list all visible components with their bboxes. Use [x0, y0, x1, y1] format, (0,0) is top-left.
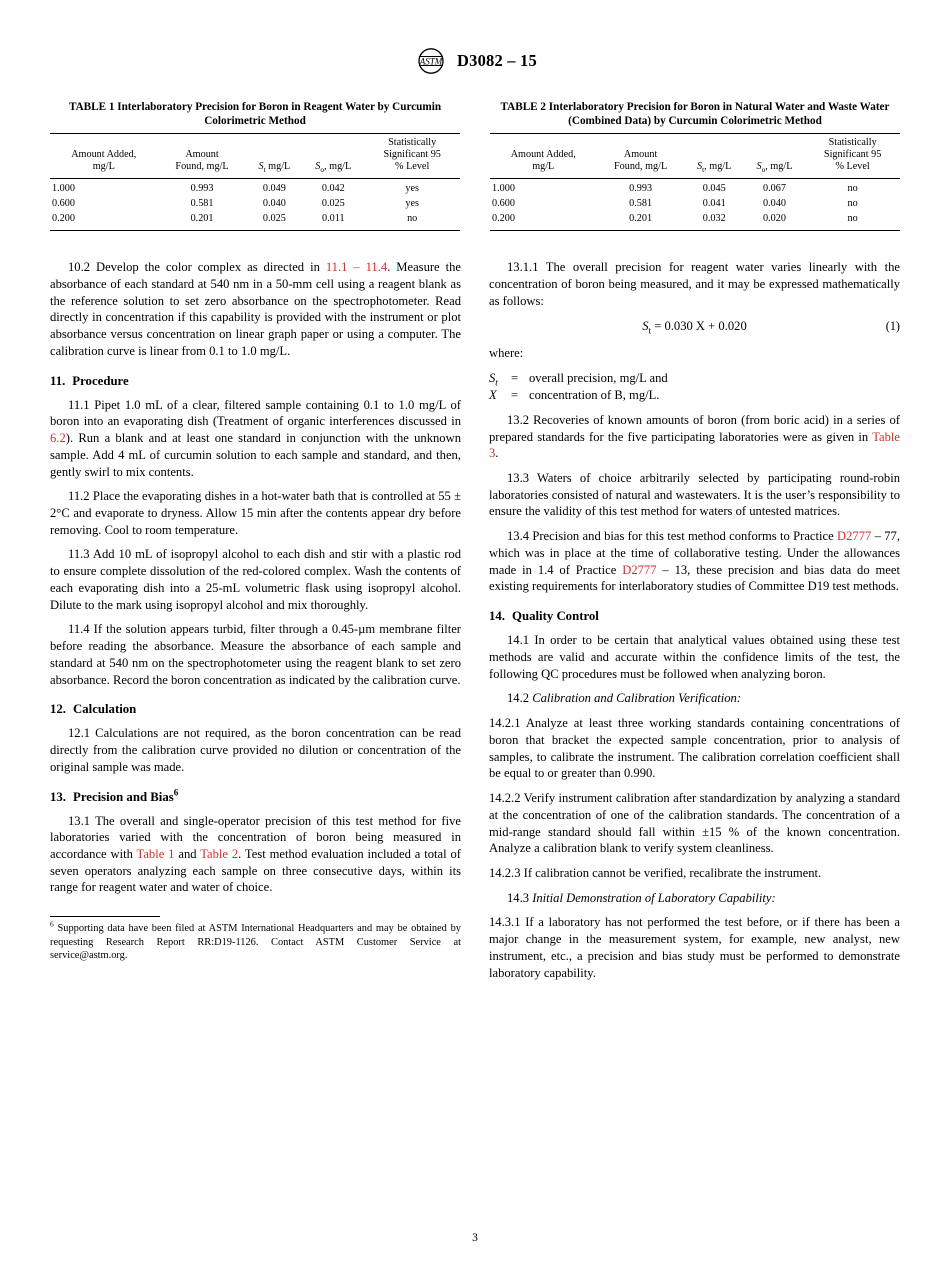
equation-1: [489, 318, 900, 335]
cell: 0.049: [262, 182, 286, 194]
definition-symbol-base: S: [489, 370, 496, 385]
table-row: [50, 212, 460, 231]
table-2-title: TABLE 2 Interlaboratory Precision for Boron in Natural Water and Waste Water (Combined Data) by Curcumin Colorimetric Method: [500, 101, 890, 127]
paragraph-11-3: 11.3 Add 10 mL of isopropyl alcohol to each dish and stir with a plastic rod to ensure complete dissolution of the red-colored complex. Wash the contents of each evaporating dish into a 25-mL volumetric flask using isopropyl alcohol. Dilute to the mark using isopropyl alcohol and mix thoroughly.: [50, 547, 461, 612]
cell: 0.581: [190, 198, 214, 210]
cell: 0.600: [52, 198, 75, 210]
paragraph-11-1: [50, 397, 461, 481]
footnote-marker: 6: [50, 919, 54, 929]
table-1: [50, 133, 460, 231]
table-2-header-significance: Statistically Significant 95 % Level: [805, 134, 900, 179]
p14-2-number: 14.2: [507, 691, 533, 706]
section-12-title: Calculation: [73, 702, 137, 717]
section-14-heading: [489, 608, 900, 625]
section-12-number: 12.: [50, 702, 66, 717]
p11-1-text-a: 11.1 Pipet 1.0 mL of a clear, filtered sample containing 0.1 to 1.0 mg/L of boron into an evaporating dish (Treatment of organic interferences discussed in: [50, 397, 461, 429]
cell: 0.993: [190, 182, 214, 194]
xref-6-2[interactable]: 6.2: [50, 431, 66, 446]
cell: no: [407, 213, 418, 225]
table-1-header-st: $S_t$ mg/L: [247, 134, 303, 179]
paragraph-14-2-1: 14.2.1 Analyze at least three working standards containing concentrations of boron that bracket the expected sample concentration, prior to analysis of samples, to calibrate the instrument. The calibration correlation coefficient shall be equal to or greater than 0.990.: [489, 716, 900, 781]
page-number: 3: [472, 1232, 478, 1244]
section-13-footnote-marker[interactable]: 6: [173, 787, 179, 798]
cell: 0.200: [492, 213, 515, 225]
cell: no: [847, 182, 858, 194]
cell: 0.040: [262, 198, 286, 210]
definition-list: [489, 370, 900, 404]
astm-logo-icon: [413, 48, 449, 74]
cell: 1.000: [492, 182, 515, 194]
definition-text: overall precision, mg/L and: [529, 370, 668, 385]
equation-1-body: [642, 318, 747, 335]
xref-table-3[interactable]: Table 3: [489, 429, 900, 461]
p11-1-text-b: ). Run a blank and at least one standard in conjunction with the unknown sample. Add 4 mL of curcumin solution to each sample and standard, and then, gently swirl to mix contents.: [50, 431, 461, 479]
cell: 0.041: [702, 198, 726, 210]
table-2-header-amount-found: Amount Found, mg/L: [596, 134, 684, 179]
section-11-title: Procedure: [72, 373, 129, 388]
paragraph-10-2: [50, 259, 461, 359]
table-row: [490, 212, 900, 231]
cell: 0.042: [321, 182, 345, 194]
paragraph-14-2: [489, 690, 900, 707]
document-id: D3082 – 15: [457, 51, 537, 70]
table-1-title: TABLE 1 Interlaboratory Precision for Boron in Reagent Water by Curcumin Colorimetric Method: [68, 101, 442, 127]
p13-4-text-a: 13.4 Precision and bias for this test method conforms to Practice: [507, 529, 838, 544]
paragraph-14-3-1: 14.3.1 If a laboratory has not performed the test before, or if there has been a major change in the measurement system, for example, new analyst, new instrument, etc., a precision and bias study must be performed to demonstrate laboratory capability.: [489, 915, 900, 980]
cell: 0.600: [492, 198, 515, 210]
table-2-header-amount-added: Amount Added, mg/L: [490, 134, 596, 179]
where-label: where:: [489, 346, 524, 361]
cell: 0.011: [322, 213, 345, 225]
paragraph-13-1-1: 13.1.1 The overall precision for reagent water varies linearly with the concentration of boron being measured, and it may be expressed mathematically as follows:: [489, 260, 900, 308]
table-1-bottom-rule: [50, 231, 460, 232]
paragraph-13-4: [489, 528, 900, 595]
svg-text:ASTM: ASTM: [419, 56, 443, 67]
definition-equals: =: [511, 387, 519, 402]
paragraph-14-2-3: 14.2.3 If calibration cannot be verified, recalibrate the instrument.: [489, 865, 822, 880]
table-row: [50, 178, 460, 197]
p13-1-mid: and: [174, 847, 201, 862]
paragraph-14-2-2: 14.2.2 Verify instrument calibration after standardization by analyzing a standard at the concentration of one of the calibration standards. The concentration of a mid-range standard should fall within ±15 % of the known concentration. Analyze a calibration blank to verify system cleanliness.: [489, 791, 900, 856]
p10-2-text-a: 10.2 Develop the color complex as directed in: [68, 260, 326, 275]
p13-1-text-a: 13.1 The overall and single-operator precision of this test method for five laboratories varied with the concentration of boron being measured in accordance with: [50, 813, 461, 862]
cell: 0.025: [321, 198, 345, 210]
equation-1-lhs: S: [642, 319, 649, 334]
definition-symbol: [489, 370, 511, 387]
cell: 0.993: [629, 182, 653, 194]
cell: 0.032: [702, 213, 726, 225]
p13-4-text-b: – 13, these precision and bias data do meet existing requirements for interlaboratory studies of Committee D19 test methods.: [489, 562, 900, 594]
p14-3-number: 14.3: [507, 890, 533, 905]
paragraph-13-3: 13.3 Waters of choice arbitrarily selected by participating round-robin laboratories consisted of natural and wastewaters. It is the user’s responsibility to ensure the validity of this test method for waters of untested matrices.: [489, 471, 900, 519]
cell: 0.581: [629, 198, 653, 210]
equation-1-lhs-sub: t: [648, 325, 652, 336]
definition-row: [489, 387, 900, 404]
table-2-bottom-rule: [490, 231, 900, 232]
table-1-header-significance: Statistically Significant 95 % Level: [364, 134, 460, 179]
xref-11-1-11-4[interactable]: 11.1 – 11.4: [325, 260, 388, 275]
tables-row: [0, 74, 950, 231]
p13-4-mid: – 77, which was in place at the time of collaborative testing. Under the allowances made in 1.4 of Practice: [489, 529, 900, 577]
section-13-number: 13.: [50, 789, 66, 804]
table-1-wrapper: [50, 100, 460, 231]
table-row: [50, 197, 460, 212]
paragraph-13-2: [489, 412, 900, 462]
footnote-text: Supporting data have been filed at ASTM International Headquarters and may be obtained by requesting Research Report RR:D19-1126. Contact ASTM Customer Service at service@astm.org.: [50, 923, 461, 962]
cell: 0.020: [763, 213, 786, 225]
cell: yes: [405, 182, 419, 194]
paragraph-11-2: 11.2 Place the evaporating dishes in a hot-water bath that is controlled at 55 ± 2°C and evaporate to dryness. Allow 15 min after the contents appear dry before removing. Cool to room temperature.: [50, 489, 461, 537]
cell: no: [847, 198, 858, 210]
p13-1-text-b: . Test method evaluation included a total of seven operators analyzing each sample on three consecutive days, within its range for reagent water and water of choice.: [50, 847, 461, 895]
paragraph-13-1: [50, 813, 461, 897]
section-14-title: Quality Control: [512, 609, 599, 624]
xref-d2777-13[interactable]: D2777: [622, 562, 657, 577]
p14-3-title: Initial Demonstration of Laboratory Capability:: [532, 890, 776, 905]
cell: 0.040: [763, 198, 786, 210]
section-13-heading: [50, 789, 461, 806]
cell: no: [847, 213, 858, 225]
paragraph-12-1: 12.1 Calculations are not required, as the boron concentration can be read directly from the calibration curve provided no dilution or concentration of the original sample was made.: [50, 726, 461, 774]
cell: 0.045: [702, 182, 726, 194]
paragraph-14-3: [489, 890, 900, 907]
section-11-heading: [50, 373, 461, 390]
table-2-wrapper: [490, 100, 900, 231]
xref-table-2[interactable]: Table 2: [200, 847, 239, 862]
table-2-header-so: $S_o$, mg/L: [744, 134, 806, 179]
footnote-separator: [50, 916, 160, 917]
section-13-title: Precision and Bias: [73, 789, 174, 804]
cell: yes: [405, 198, 419, 210]
cell: 1.000: [52, 182, 75, 194]
table-2-header-st: $S_t$, mg/L: [685, 134, 744, 179]
body-columns: [0, 231, 950, 989]
definition-row: [489, 370, 900, 387]
table-row: [490, 197, 900, 212]
page-header: [0, 0, 950, 74]
definition-symbol-sub: t: [495, 377, 498, 388]
cell: 0.201: [629, 213, 653, 225]
definition-symbol: [489, 387, 511, 404]
right-column: [489, 259, 900, 989]
equation-1-number: (1): [885, 319, 900, 334]
table-2: [490, 133, 900, 231]
table-1-header-so: $S_o$, mg/L: [302, 134, 364, 179]
xref-d2777-77[interactable]: D2777: [837, 529, 872, 544]
section-11-number: 11.: [50, 373, 66, 388]
definition-text: concentration of B, mg/L.: [529, 387, 660, 402]
xref-table-1[interactable]: Table 1: [136, 847, 175, 862]
left-column: [50, 259, 461, 989]
p13-2-text-b: .: [495, 446, 499, 461]
paragraph-14-1: 14.1 In order to be certain that analytical values obtained using these test methods are valid and accurate within the confidence limits of the test, the following QC procedures must be followed when analyzing boron.: [489, 633, 900, 681]
cell: 0.201: [190, 213, 214, 225]
section-12-heading: [50, 701, 461, 718]
footnote-6: [50, 912, 461, 963]
equation-1-rhs: = 0.030 X + 0.020: [651, 319, 747, 334]
definition-symbol-base: X: [489, 387, 497, 402]
p10-2-text-b: . Measure the absorbance of each standard at 540 nm in a 50-mm cell using a reagent blank as the reference solution to set zero absorbance on the spectrophotometer. Read directly in concentration if this capability is provided with the instrument or plot absorbance versus concentration on linear graph paper or using a computer. The calibration curve is linear from 0.1 to 1.0 mg/L.: [50, 260, 461, 358]
table-1-header-amount-found: Amount Found, mg/L: [158, 134, 247, 179]
table-1-header-amount-added: Amount Added, mg/L: [50, 134, 158, 179]
paragraph-11-4: 11.4 If the solution appears turbid, filter through a 0.45-µm membrane filter before reading the absorbance. Measure the absorbance of each sample and standard at 540 nm on the spectrophotometer using the reagent blank to set zero absorbance. Record the boron concentration as indicated by the calibration curve.: [50, 622, 461, 687]
definition-equals: =: [511, 370, 519, 385]
p13-2-text-a: 13.2 Recoveries of known amounts of boron (from boric acid) in a series of prepared standards for the five participating laboratories were as given in: [489, 412, 900, 444]
cell: 0.025: [262, 213, 286, 225]
cell: 0.200: [52, 213, 75, 225]
table-row: [490, 178, 900, 197]
section-14-number: 14.: [489, 609, 505, 624]
cell: 0.067: [763, 182, 786, 194]
p14-2-title: Calibration and Calibration Verification:: [532, 691, 742, 706]
